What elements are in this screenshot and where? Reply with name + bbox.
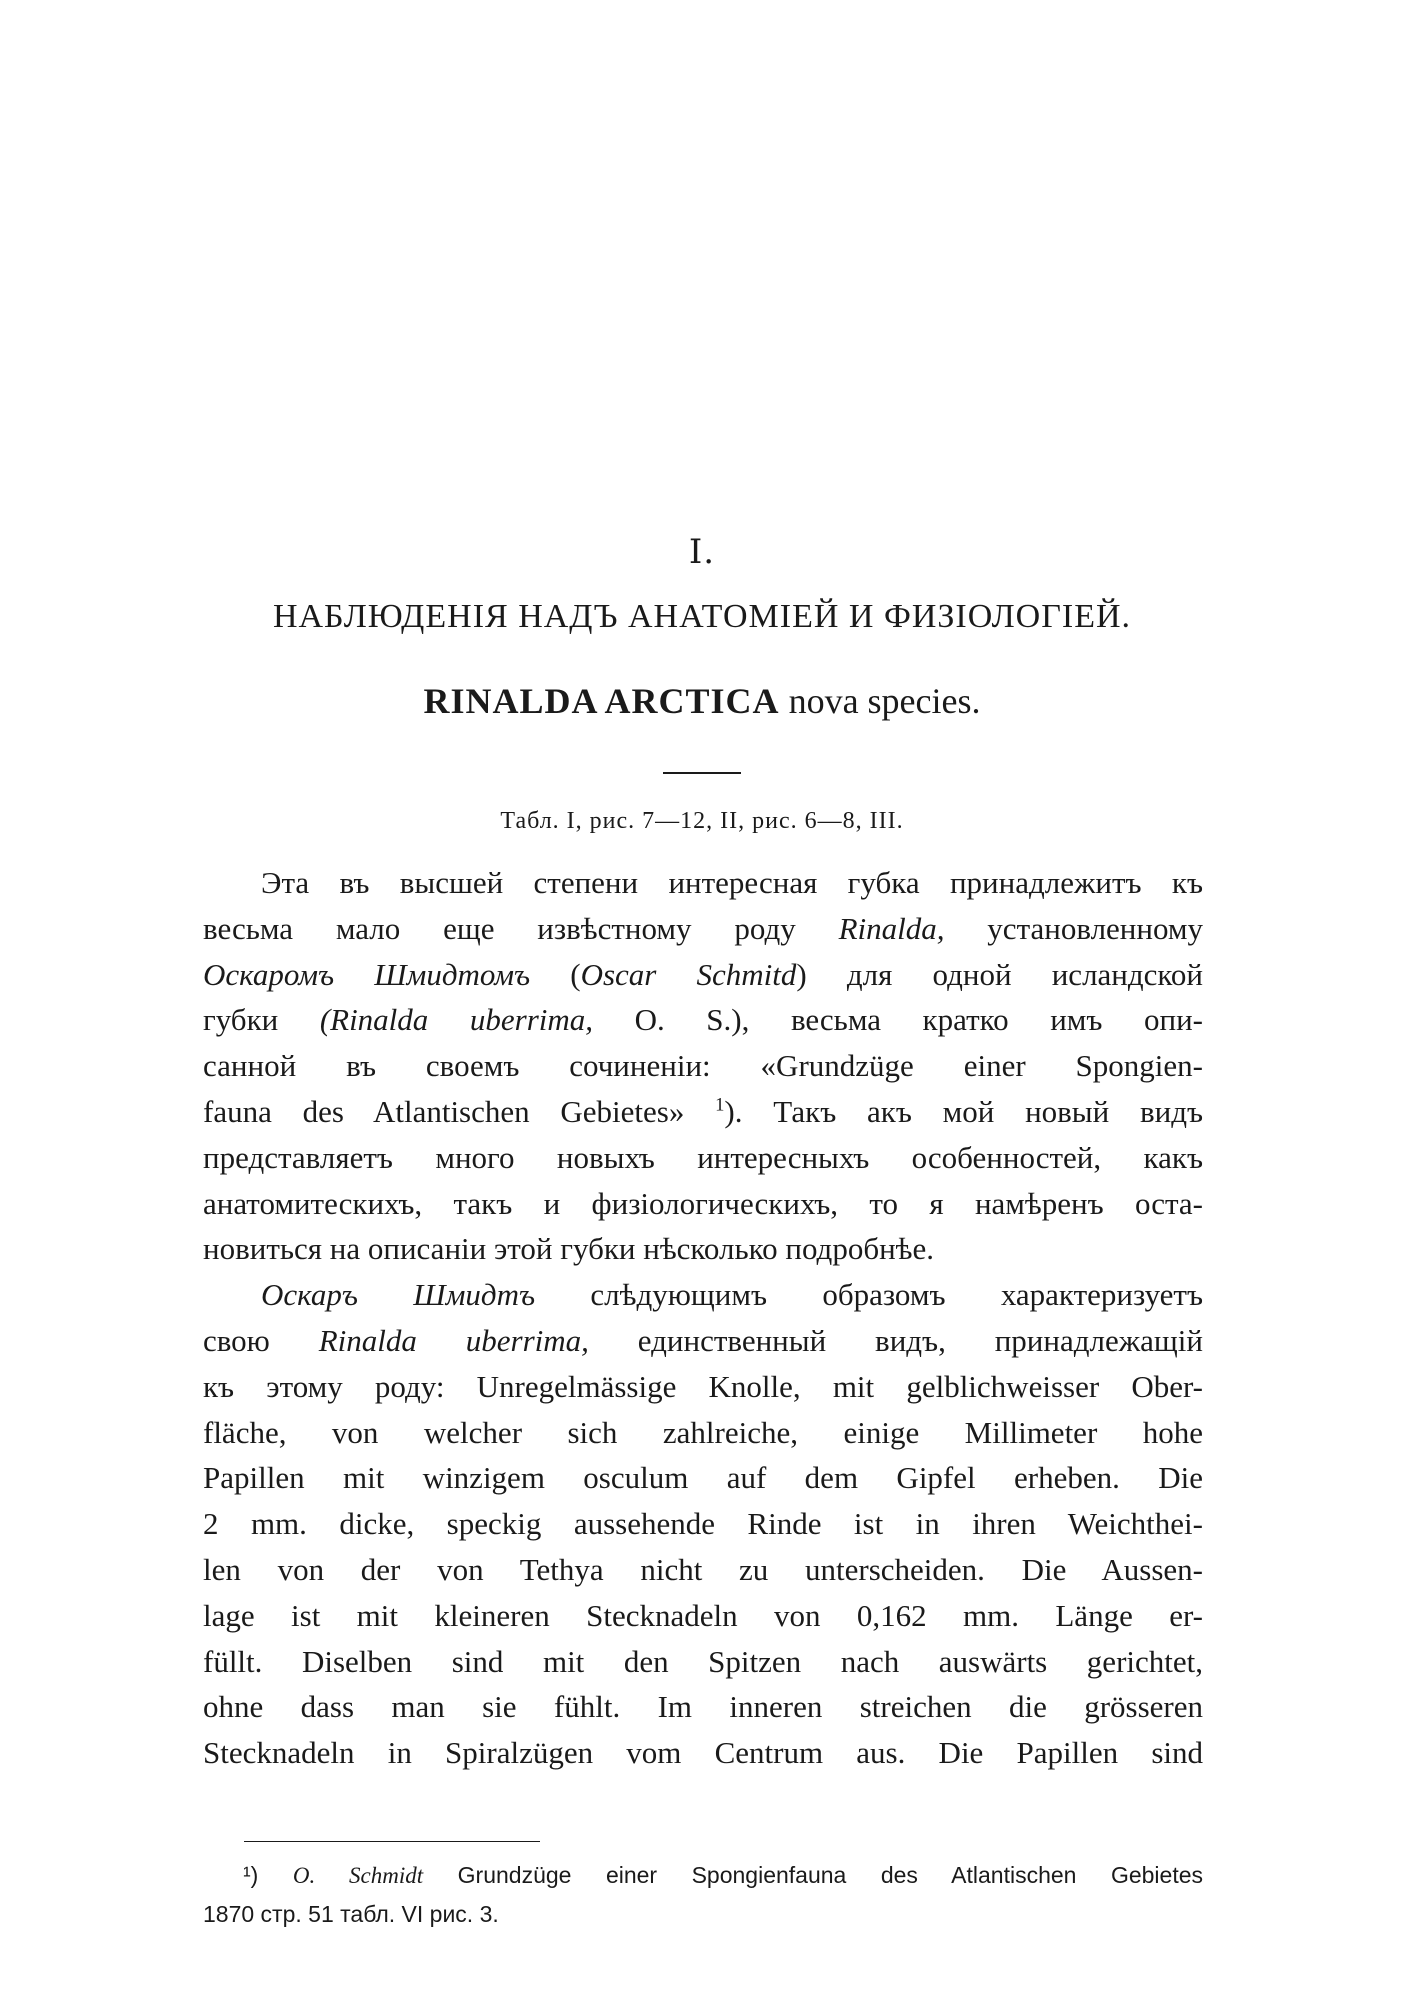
paragraph1-line-6: fauna des Atlantischen Gebietes» $^1$). Такъ акъ мой новый видъ: [203, 1093, 1203, 1129]
paragraph2-line-8: lage ist mit kleineren Stecknadeln von 0,162 mm. Länge er-: [203, 1597, 1203, 1633]
paragraph2-line-7: len von der von Tethya nicht zu unterscheiden. Die Aussen-: [203, 1551, 1203, 1587]
paragraph1-line-3: Оскаромъ Шмидтомъ (Oscar Schmitd) для одной исландской: [203, 956, 1203, 992]
paragraph1-line-5: санной въ своемъ сочиненіи: «Grundzüge einer Spongien-: [203, 1048, 1203, 1084]
chapter-number: I.: [688, 532, 716, 572]
paragraph1-line-7: представляетъ много новыхъ интересныхъ особенностей, какъ: [203, 1139, 1203, 1175]
paragraph2-line-9: füllt. Diselben sind mit den Spitzen nach auswärts gerichtet,: [203, 1643, 1203, 1679]
species-suffix: nova species.: [788, 681, 981, 721]
paragraph2-line-11: Stecknadeln in Spiralzügen vom Centrum aus. Die Papillen sind: [203, 1735, 1203, 1771]
paragraph2-line-1: Оскаръ Шмидтъ слѣдующимъ образомъ характеризуетъ: [261, 1277, 1203, 1313]
footnote: [203, 1856, 1203, 1933]
footnote-divider: [244, 1841, 540, 1842]
footnote-line-2: 1870 стр. 51 табл. VI рис. 3.: [203, 1901, 499, 1927]
paragraph1-line-1: Эта въ высшей степени интересная губка принадлежитъ къ: [261, 865, 1203, 900]
paragraph2-line-3: къ этому роду: Unregelmässige Knolle, mit gelblichweisser Ober-: [203, 1368, 1203, 1404]
paragraph2-line-4: fläche, von welcher sich zahlreiche, einige Millimeter hohe: [203, 1414, 1203, 1450]
footnote-author: O. Schmidt: [292, 1863, 424, 1888]
footnote-marker: ¹): [243, 1862, 259, 1888]
title-divider: [663, 772, 741, 774]
paragraph2-line-10: ohne dass man sie fühlt. Im inneren streichen die grösseren: [203, 1689, 1203, 1725]
paragraph1-line-2: весьма мало еще извѣстному роду Rinalda, установленному: [203, 910, 1204, 946]
paragraph2-line-2: свою Rinalda uberrima, единственный видъ, принадлежащій: [203, 1322, 1203, 1358]
species-name: RINALDA ARCTICA: [423, 681, 780, 721]
table-reference: Табл. I, рис. 7—12, II, рис. 6—8, III.: [500, 808, 904, 834]
paragraph1-line-4: губки (Rinalda uberrima, O. S.), весьма кратко имъ опи-: [203, 1002, 1204, 1038]
footnote-ref: 1: [715, 1094, 725, 1116]
paragraph2-line-5: Papillen mit winzigem osculum auf dem Gipfel erheben. Die: [203, 1460, 1203, 1496]
species-subtitle: [0, 680, 1404, 722]
body-text: [203, 860, 1203, 1776]
chapter-title: НАБЛЮДЕНІЯ НАДЪ АНАТОМІЕЙ И ФИЗІОЛОГІЕЙ.: [272, 598, 1132, 635]
paragraph1-line-9: новиться на описаніи этой губки нѣсколько подробнѣе.: [203, 1231, 935, 1267]
paragraph2-line-6: 2 mm. dicke, speckig aussehende Rinde ist in ihren Weichthei-: [203, 1506, 1203, 1542]
footnote-line-1: ¹) O. Schmidt Grundzüge einer Spongienfauna des Atlantischen Gebietes: [243, 1862, 1204, 1888]
paragraph1-line-8: анатомитескихъ, такъ и физіологическихъ, то я намѣренъ оста-: [203, 1185, 1203, 1221]
